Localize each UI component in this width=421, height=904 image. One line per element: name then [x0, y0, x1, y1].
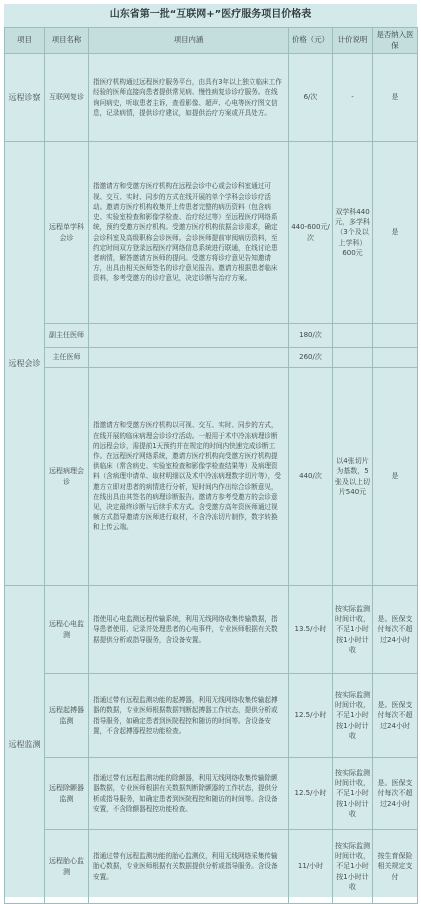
- item-insurance: 是: [373, 368, 418, 586]
- header-content: 项目内涵: [89, 28, 289, 54]
- item-insurance: 是。医保支付每次不超过24小时: [373, 758, 418, 830]
- item-name: 远程心电监测: [45, 586, 89, 674]
- item-price: 6/次: [289, 54, 333, 142]
- item-content: [89, 348, 289, 368]
- header-pricing-note: 计价说明: [333, 28, 373, 54]
- item-content: 指通过带有远程监测功能的除颤器，利用无线网络收集传输除颤器数据，专业医师根据有关数据判断除颤器的工作状态，提供分析或指导服务，如确定患者到医院程控和随访的时间等。含设备安置，不含除颤器程控功能检查。: [89, 758, 289, 830]
- item-insurance: 是: [373, 54, 418, 142]
- item-name: 互联网复诊: [45, 54, 89, 142]
- table-row: [5, 324, 418, 348]
- item-note: [333, 348, 373, 368]
- item-price: 11/小时: [289, 830, 333, 904]
- table-header-row: [5, 28, 418, 54]
- item-name: 远程单学科会诊: [45, 142, 89, 324]
- item-note: 按实际监测时间计收，不足1小时按1小时计收: [333, 586, 373, 674]
- table-row: [5, 830, 418, 904]
- header-category: 项目: [5, 28, 45, 54]
- item-insurance: [373, 348, 418, 368]
- table-row: [5, 368, 418, 586]
- item-content: 指使用心电监测远程传输系统，利用无线网络收集传输数据，指导患者使用、记录并处理患者的心电事件，专业医师根据有关数据提供分析或指导服务，含设备安置。: [89, 586, 289, 674]
- table-row: [5, 142, 418, 324]
- item-note: 按实际监测时间计收，不足1小时按1小时计收: [333, 758, 373, 830]
- item-name: 远程起搏器监测: [45, 674, 89, 758]
- item-note: 按实际监测时间计收，不足1小时按1小时计收: [333, 830, 373, 904]
- category-cell: 远程会诊: [5, 142, 45, 586]
- item-price: 12.5/小时: [289, 674, 333, 758]
- price-document: [4, 4, 417, 897]
- item-price: 12.5/小时: [289, 758, 333, 830]
- item-content: 指邀请方和受邀方医疗机构以可视、交互、实时、同步的方式，在线开展的临床病理会诊诊疗活动。一般用于术中冷冻病理诊断的远程会诊，需提前1天预约并在规定的时间内快速完成诊断工作。在远程医疗网络系统，邀请方医疗机构向受邀方医疗机构提供临床（常含病史、实验室检查和影像学检查结果等）及病理资料（含病理申请单、取材明细以及术中冷冻病理数字切片等），受邀方立即对患者的病情进行分析，短时间内作出综合诊断意见，在线出具由其签名的病理诊断报告。邀请方参考受邀方的会诊意见，决定最终诊断与后续手术方式。含受邀方高年资医师通过视频方式指导邀请方医师进行取材，不含冷冻切片制作，数字转换和上传云端。: [89, 368, 289, 586]
- item-name: 主任医师: [45, 348, 89, 368]
- header-price: 价格（元）: [289, 28, 333, 54]
- item-price: 180/次: [289, 324, 333, 348]
- category-cell: 远程监测: [5, 586, 45, 904]
- item-note: [333, 324, 373, 348]
- document-title: 山东省第一批“互联网+”医疗服务项目价格表: [109, 9, 312, 20]
- item-name: 副主任医师: [45, 324, 89, 348]
- item-content: 指医疗机构通过远程医疗服务平台，由具有3年以上独立临床工作经验的医师直接向患者提供常见病、慢性病复诊诊疗服务。在线询问病史，听取患者主诉，查看影像、超声、心电等医疗图文信息，记录病情，提供诊疗建议，如提供治疗方案或开具处方。: [89, 54, 289, 142]
- item-insurance: 是。医保支付每次不超过24小时: [373, 586, 418, 674]
- table-row: [5, 758, 418, 830]
- item-note: -: [333, 54, 373, 142]
- item-name: 远程除颤器监测: [45, 758, 89, 830]
- table-row: [5, 674, 418, 758]
- category-cell: 远程诊察: [5, 54, 45, 142]
- item-insurance: 是。医保支付每次不超过24小时: [373, 674, 418, 758]
- table-row: [5, 348, 418, 368]
- header-item-name: 项目名称: [45, 28, 89, 54]
- item-name: 远程病理会诊: [45, 368, 89, 586]
- header-insurance: 是否纳入医保: [373, 28, 418, 54]
- item-content: 指通过带有远程监测功能的起搏器，利用无线网络收集传输起搏器的数据，专业医师根据数据判断起搏器工作状态，提供分析或指导服务，如确定患者到医院程控和随访的时间等。含设备安置，不含起搏器程控功能检查。: [89, 674, 289, 758]
- item-note: 按实际监测时间计收，不足1小时按1小时计收: [333, 674, 373, 758]
- table-row: [5, 54, 418, 142]
- table-row: [5, 586, 418, 674]
- item-price: 260/次: [289, 348, 333, 368]
- item-price: 440-600元/次: [289, 142, 333, 324]
- item-insurance: 按生育保险相关规定支付: [373, 830, 418, 904]
- item-note: 双学科440元，多学科（3个及以上学科）600元: [333, 142, 373, 324]
- item-price: 440/次: [289, 368, 333, 586]
- item-content: [89, 324, 289, 348]
- item-name: 远程胎心监测: [45, 830, 89, 904]
- item-note: 以4张切片为基数，5张及以上切片540元: [333, 368, 373, 586]
- item-insurance: 是: [373, 142, 418, 324]
- price-table: [4, 27, 418, 904]
- item-insurance: [373, 324, 418, 348]
- item-content: 指邀请方和受邀方医疗机构在远程会诊中心或会诊科室通过可视、交互、实时、同步的方式在线开展的单个学科会诊诊疗活动。邀请方医疗机构收集并上传患者完整的病历资料（包含病史、实验室检查和影像学检查、治疗经过等）至远程医疗网络系统，预约受邀方医疗机构。受邀方医疗机构依据会诊需求，确定会诊科室及高级职称会诊医师。会诊医师提前审阅病历资料，至约定时间双方登录远程医疗网络信息系统进行联通，在线讨论患者病情，解答邀请方医师的提问。受邀方将诊疗意见告知邀请方，出具由相关医师签名的诊疗意见报告。邀请方根据患者临床资料，参考受邀方的诊疗意见，决定诊断与治疗方案。: [89, 142, 289, 324]
- item-content: 指通过带有远程监测功能的胎心监测仪，利用无线网络采集传输胎心数据，专业医师根据有关数据提供分析或指导服务。含设备安置。: [89, 830, 289, 904]
- item-price: 13.5/小时: [289, 586, 333, 674]
